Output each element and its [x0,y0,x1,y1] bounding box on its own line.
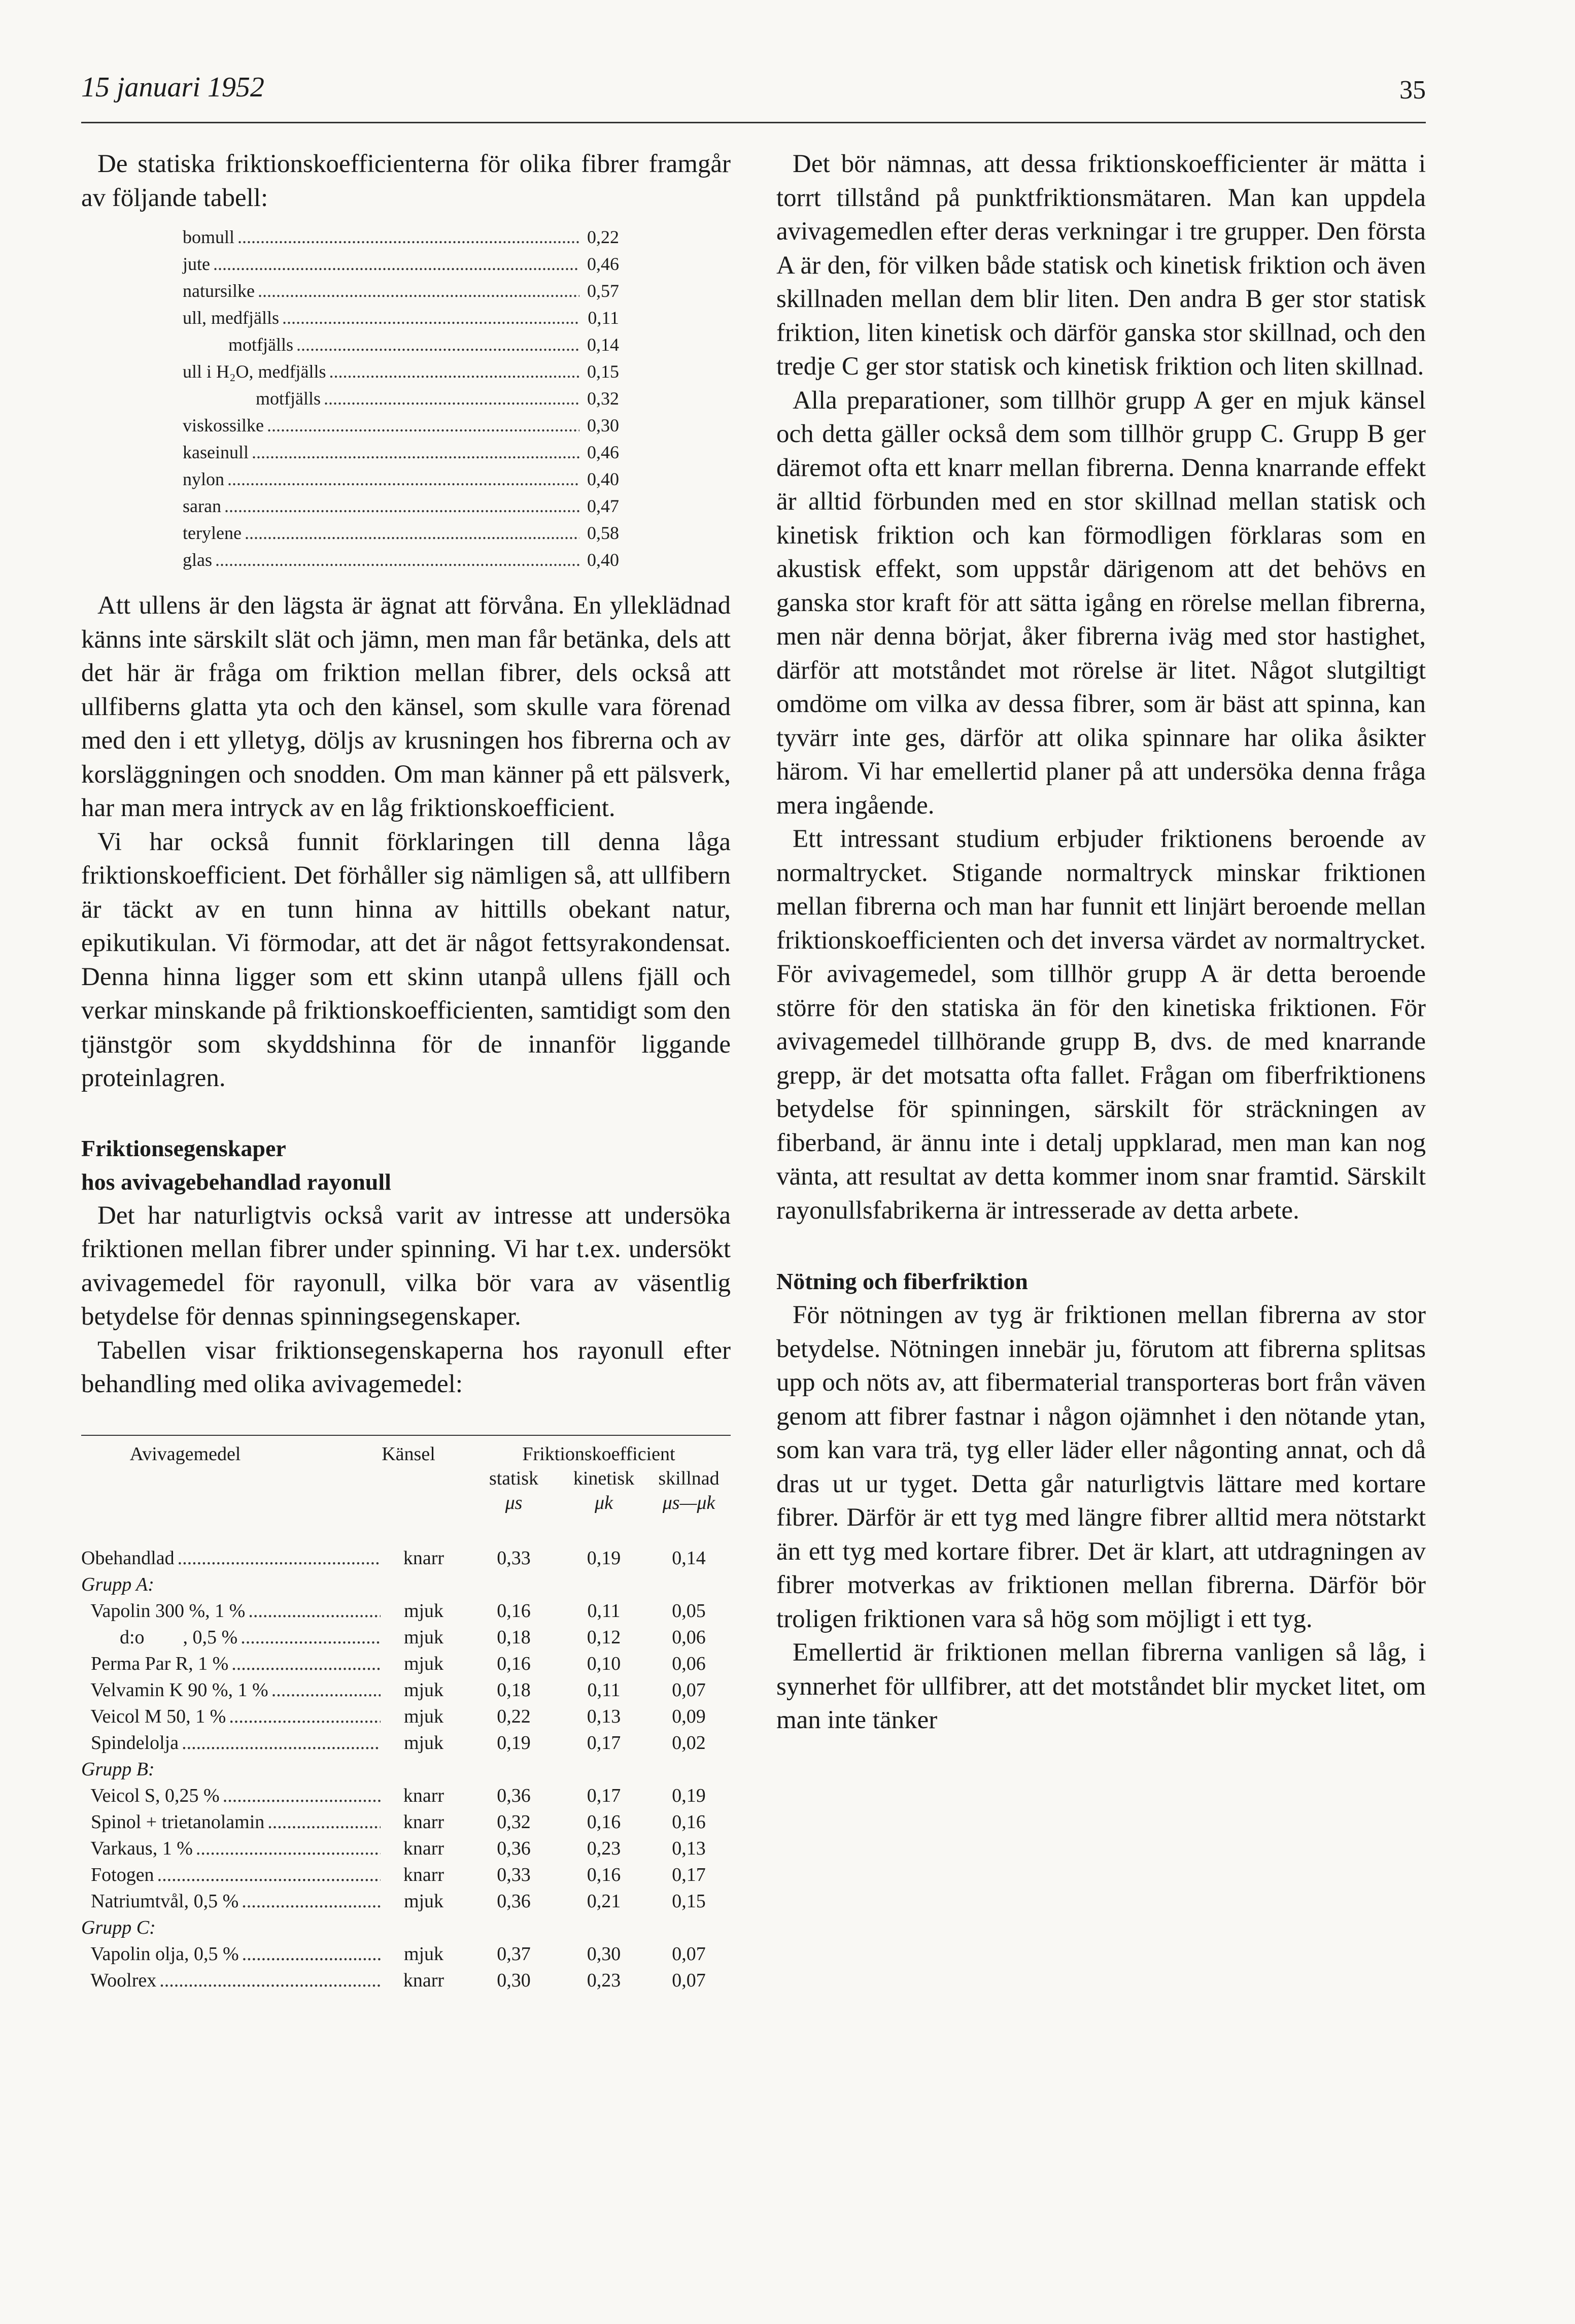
leader-dots [267,412,579,439]
coefficient-value: 0,47 [587,496,619,516]
feel-cell: knarr [403,1811,444,1833]
table-row [183,358,619,385]
table-row [183,520,619,547]
leader-dots [223,1782,381,1809]
feel-cell: knarr [403,1837,444,1859]
paragraph: Emellertid är friktionen mellan fibrerna vanligen så låg, i synnerhet för ullfibrer, att det motståndet blir mycket litet, om man inte tänker [776,1638,1426,1734]
static-cell: 0,33 [497,1547,531,1569]
kinetic-cell: 0,21 [587,1890,621,1912]
coefficient-value: 0,40 [587,550,619,570]
fiber-label: nylon [183,469,225,489]
leader-dots [241,1624,381,1651]
leader-dots [282,305,579,331]
leader-dots [227,466,579,493]
leader-dots [258,278,579,305]
table-row [183,412,619,439]
leader-dots [324,385,579,412]
agent-name: Spinol + trietanolamin [81,1811,265,1833]
difference-cell: 0,09 [672,1705,706,1727]
table-row [81,1967,731,1994]
column-subheader: statisk [489,1467,539,1489]
table-row [81,1862,731,1888]
column-header: Avivagemedel [129,1443,241,1465]
table-row [81,1809,731,1835]
kinetic-cell: 0,16 [587,1864,621,1885]
table-row [183,385,619,412]
table-row [183,547,619,574]
leader-dots [159,1967,381,1994]
feel-cell: knarr [403,1547,444,1569]
agent-name: Varkaus, 1 % [81,1837,193,1859]
leader-dots [329,358,579,385]
paragraph: Ett intressant studium erbjuder friktionens beroende av normaltrycket. Stigande normaltryck minskar friktionen mellan fibrerna och man har funnit ett linjärt beroende mellan friktionskoefficienten och det inversa värdet av normaltrycket. För avivagemedel, som tillhör grupp A är detta beroende större för den statiska än för den kinetiska friktionen. För avivagemedel tillhörande grupp B, dvs. de med knarrande grepp, är det motsatta ofta fallet. Frågan om fiberfriktionens betydelse för spinningen, särskilt för sträckningen av fiberband, är ännu inte i detalj uppklarad, men man kan nog vänta, att resultat av detta kommer inom snar framtid. Särskilt rayonullsfabrikerna är intresserade av detta arbete. [776,825,1426,1225]
agent-name: d:o , 0,5 % [81,1626,238,1648]
coefficient-value: 0,11 [588,308,619,328]
difference-cell: 0,06 [672,1653,706,1674]
agent-name: Velvamin K 90 %, 1 % [81,1679,268,1701]
table-header [81,1436,731,1535]
leader-dots [229,1703,381,1730]
symbol: μk [595,1492,613,1513]
group-label: Grupp A: [81,1573,154,1595]
fiber-label: saran [183,496,221,516]
table-row [81,1703,731,1730]
kinetic-cell: 0,17 [587,1784,621,1806]
paragraph: Alla preparationer, som tillhör grupp A ger en mjuk känsel och detta gäller också dem som tillhör grupp C. Grupp B ger däremot ofta ett knarr mellan fibrerna. Denna knarrande effekt är alltid förbunden med en stor skillnad mellan statisk och kinetisk friktion och kan förmodligen förklaras som en akustisk effekt, som uppstår därigenom att det behövs en ganska stor kraft för att sätta igång en rörelse mellan fibrerna, men när denna börjat, åker fibrerna iväg med stor hastighet, därför att motståndet mot rörelse är litet. Något slutgiltigt omdöme om vilka av dessa fibrer, som är bäst att spinna, kan tyvärr inte ges, därför att olika spinnare har olika åsikter härom. Vi har emellertid planer på att undersöka denna fråga mera ingående. [776,386,1426,820]
agent-name: Obehandlad [81,1547,175,1569]
paragraph: Att ullens är den lägsta är ägnat att förvåna. En ylleklädnad känns inte särskilt slät och jämn, men man får betänka, dels att det här är fråga om friktion mellan fibrer, dels också att ullfiberns glatta yta och den känsel, som skulle vara förenad med den i ett ylletyg, döljs av krusningen hos fibrerna och av korsläggningen och snodden. Om man känner på ett pälsverk, har man mera intryck av en låg friktionskoefficient. [81,591,731,822]
table-row [183,466,619,493]
feel-cell: knarr [403,1864,444,1885]
leader-dots [252,439,579,466]
leader-dots [213,251,579,278]
agent-name: Veicol S, 0,25 % [81,1784,220,1806]
table-body [81,1535,731,1994]
leader-dots [271,1677,381,1703]
column-header: Friktionskoefficient [522,1443,675,1465]
paragraph: För nötningen av tyg är friktionen mellan fibrerna av stor betydelse. Nötningen innebär ju, förutom att fibrerna splitsas upp och nöts av, att fibermaterial transporteras bort från väven genom att fibrer fastnar i någon ojämnhet i den nötande ytan, som kan vara trä, tyg eller läder eller någonting annat, och då dras ut ur tyget. Detta går naturligtvis lättare med kortare fibrer. Därför är ett tyg med längre fibrer alltid mera nötstarkt än ett tyg med kortare fibrer. Det är klart, att utdragningen av fibrer motverkas av friktionen mellan fibrerna. Därför bör troligen friktionen vara så hög som möjligt i ett tyg. [776,1301,1426,1633]
agent-name: Vapolin 300 %, 1 % [81,1600,246,1622]
column-subheader: skillnad [658,1467,720,1489]
leader-dots [182,1730,381,1756]
symbol: μs—μk [662,1492,715,1513]
difference-cell: 0,07 [672,1969,706,1991]
feel-cell: mjuk [403,1679,444,1701]
kinetic-cell: 0,12 [587,1626,621,1648]
paragraph: Det bör nämnas, att dessa friktionskoefficienter är mätta i torrt tillstånd på punktfriktionsmätaren. Man kan uppdela avivagemedlen efter deras verkningar i tre grupper. Den första A är den, för vilken både statisk och kinetisk friktion och även skillnaden mellan dem blir liten. Den andra B ger stor statisk friktion, liten kinetisk och därför ganska stor skillnad, och den tredje C ger stor statisk och kinetisk friktion och liten skillnad. [776,150,1426,381]
leader-dots [178,1545,381,1571]
fiber-friction-table [183,224,619,574]
leader-dots [267,1809,381,1835]
kinetic-cell: 0,19 [587,1547,621,1569]
group-label: Grupp B: [81,1758,155,1780]
paragraph: Tabellen visar friktionsegenskaperna hos rayonull efter behandling med olika avivagemedel: [81,1336,731,1398]
agent-name: Fotogen [81,1864,154,1885]
feel-cell: knarr [403,1969,444,1991]
feel-cell: mjuk [403,1890,444,1912]
static-cell: 0,37 [497,1943,531,1965]
coefficient-value: 0,14 [587,334,619,355]
table-row [81,1677,731,1703]
leader-dots [157,1862,381,1888]
leader-dots [248,1598,381,1624]
table-row [81,1651,731,1677]
fiber-label: motfjälls [183,388,321,409]
table-row [81,1624,731,1651]
leader-dots [245,520,579,547]
leader-dots [215,547,579,574]
leader-dots [231,1651,381,1677]
paragraph: Vi har också funnit förklaringen till denna låga friktionskoefficient. Det förhåller sig nämligen så, att ullfibern är täckt av en tunn hinna av hittills obekant natur, epikutikulan. Vi förmodar, att det är något fettsyrakondensat. Denna hinna ligger som ett skinn utanpå ullens fjäll och verkar minskande på friktionskoefficienten, samtidigt som den tjänstgör som skyddshinna för de innanför liggande proteinlagren. [81,827,731,1092]
leader-dots [296,331,579,358]
feel-cell: mjuk [403,1732,444,1754]
leader-dots [242,1941,381,1967]
agent-name: Vapolin olja, 0,5 % [81,1943,239,1965]
kinetic-cell: 0,16 [587,1811,621,1833]
page-header [81,71,1426,123]
agent-name: Natriumtvål, 0,5 % [81,1890,239,1912]
kinetic-cell: 0,10 [587,1653,621,1674]
group-label: Grupp C: [81,1916,156,1938]
difference-cell: 0,05 [672,1600,706,1622]
coefficient-value: 0,57 [587,281,619,301]
leader-dots [196,1835,381,1862]
coefficient-value: 0,30 [587,415,619,435]
difference-cell: 0,06 [672,1626,706,1648]
feel-cell: mjuk [403,1943,444,1965]
difference-cell: 0,14 [672,1547,706,1569]
kinetic-cell: 0,11 [587,1679,621,1701]
left-column [81,147,731,1994]
static-cell: 0,32 [497,1811,531,1833]
static-cell: 0,36 [497,1837,531,1859]
table-row [81,1835,731,1862]
table-row [183,439,619,466]
static-cell: 0,18 [497,1626,531,1648]
static-cell: 0,36 [497,1890,531,1912]
fiber-label: terylene [183,523,242,543]
kinetic-cell: 0,23 [587,1837,621,1859]
kinetic-cell: 0,13 [587,1705,621,1727]
agent-name: Perma Par R, 1 % [81,1653,229,1674]
table-row [183,305,619,331]
coefficient-value: 0,22 [587,227,619,247]
agent-name: Spindelolja [81,1732,179,1754]
page-number: 35 [1399,76,1426,105]
difference-cell: 0,07 [672,1943,706,1965]
intro-paragraph: De statiska friktionskoefficienterna för olika fibrer framgår av följande tabell: [81,150,731,212]
fiber-label: motfjälls [183,334,293,355]
symbol: μs [505,1492,523,1513]
table-row [183,251,619,278]
static-cell: 0,16 [497,1600,531,1622]
coefficient-value: 0,46 [587,254,619,274]
coefficient-value: 0,58 [587,523,619,543]
coefficient-value: 0,15 [587,361,619,382]
difference-cell: 0,02 [672,1732,706,1754]
static-cell: 0,19 [497,1732,531,1754]
table-row [183,331,619,358]
leader-dots [242,1888,381,1914]
paragraph: Det har naturligtvis också varit av intresse att undersöka friktionen mellan fibrer under spinning. Vi har t.ex. undersökt avivagemedel för rayonull, vilka bör vara av väsentlig betydelse för dennas spinningsegenskaper. [81,1201,731,1331]
section-heading: Friktionsegenskaper [81,1135,286,1161]
fiber-label: jute [183,254,210,274]
difference-cell: 0,19 [672,1784,706,1806]
difference-cell: 0,13 [672,1837,706,1859]
difference-cell: 0,15 [672,1890,706,1912]
agent-name: Woolrex [81,1969,157,1991]
static-cell: 0,36 [497,1784,531,1806]
kinetic-cell: 0,30 [587,1943,621,1965]
fiber-label: glas [183,550,212,570]
fiber-label: kaseinull [183,442,249,462]
difference-cell: 0,07 [672,1679,706,1701]
difference-cell: 0,16 [672,1811,706,1833]
section-heading: hos avivagebehandlad rayonull [81,1168,391,1195]
static-cell: 0,18 [497,1679,531,1701]
kinetic-cell: 0,11 [587,1600,621,1622]
coefficient-value: 0,32 [587,388,619,409]
fiber-label: ull, medfjälls [183,308,279,328]
fiber-label: natursilke [183,281,255,301]
avivage-table [81,1435,731,1994]
table-row [81,1941,731,1967]
coefficient-value: 0,46 [587,442,619,462]
difference-cell: 0,17 [672,1864,706,1885]
section-heading: Nötning och fiberfriktion [776,1268,1028,1294]
static-cell: 0,33 [497,1864,531,1885]
table-row [81,1730,731,1756]
fiber-label: viskossilke [183,415,264,435]
table-row [81,1598,731,1624]
table-row [183,224,619,251]
agent-name: Veicol M 50, 1 % [81,1705,226,1727]
issue-date: 15 januari 1952 [81,72,264,103]
static-cell: 0,22 [497,1705,531,1727]
static-cell: 0,16 [497,1653,531,1674]
coefficient-value: 0,40 [587,469,619,489]
leader-dots [237,224,579,251]
fiber-label: ull i H₂O, medfjälls [183,361,326,382]
feel-cell: mjuk [403,1705,444,1727]
column-header: Känsel [382,1443,435,1465]
feel-cell: mjuk [403,1653,444,1674]
feel-cell: knarr [403,1784,444,1806]
table-row [81,1545,731,1571]
table-row [183,278,619,305]
leader-dots [224,493,579,520]
fiber-label: bomull [183,227,235,247]
table-row [81,1888,731,1914]
column-subheader: kinetisk [573,1467,635,1489]
table-row [81,1782,731,1809]
feel-cell: mjuk [403,1626,444,1648]
kinetic-cell: 0,23 [587,1969,621,1991]
table-row [183,493,619,520]
static-cell: 0,30 [497,1969,531,1991]
kinetic-cell: 0,17 [587,1732,621,1754]
right-column [776,147,1426,1737]
feel-cell: mjuk [403,1600,444,1622]
